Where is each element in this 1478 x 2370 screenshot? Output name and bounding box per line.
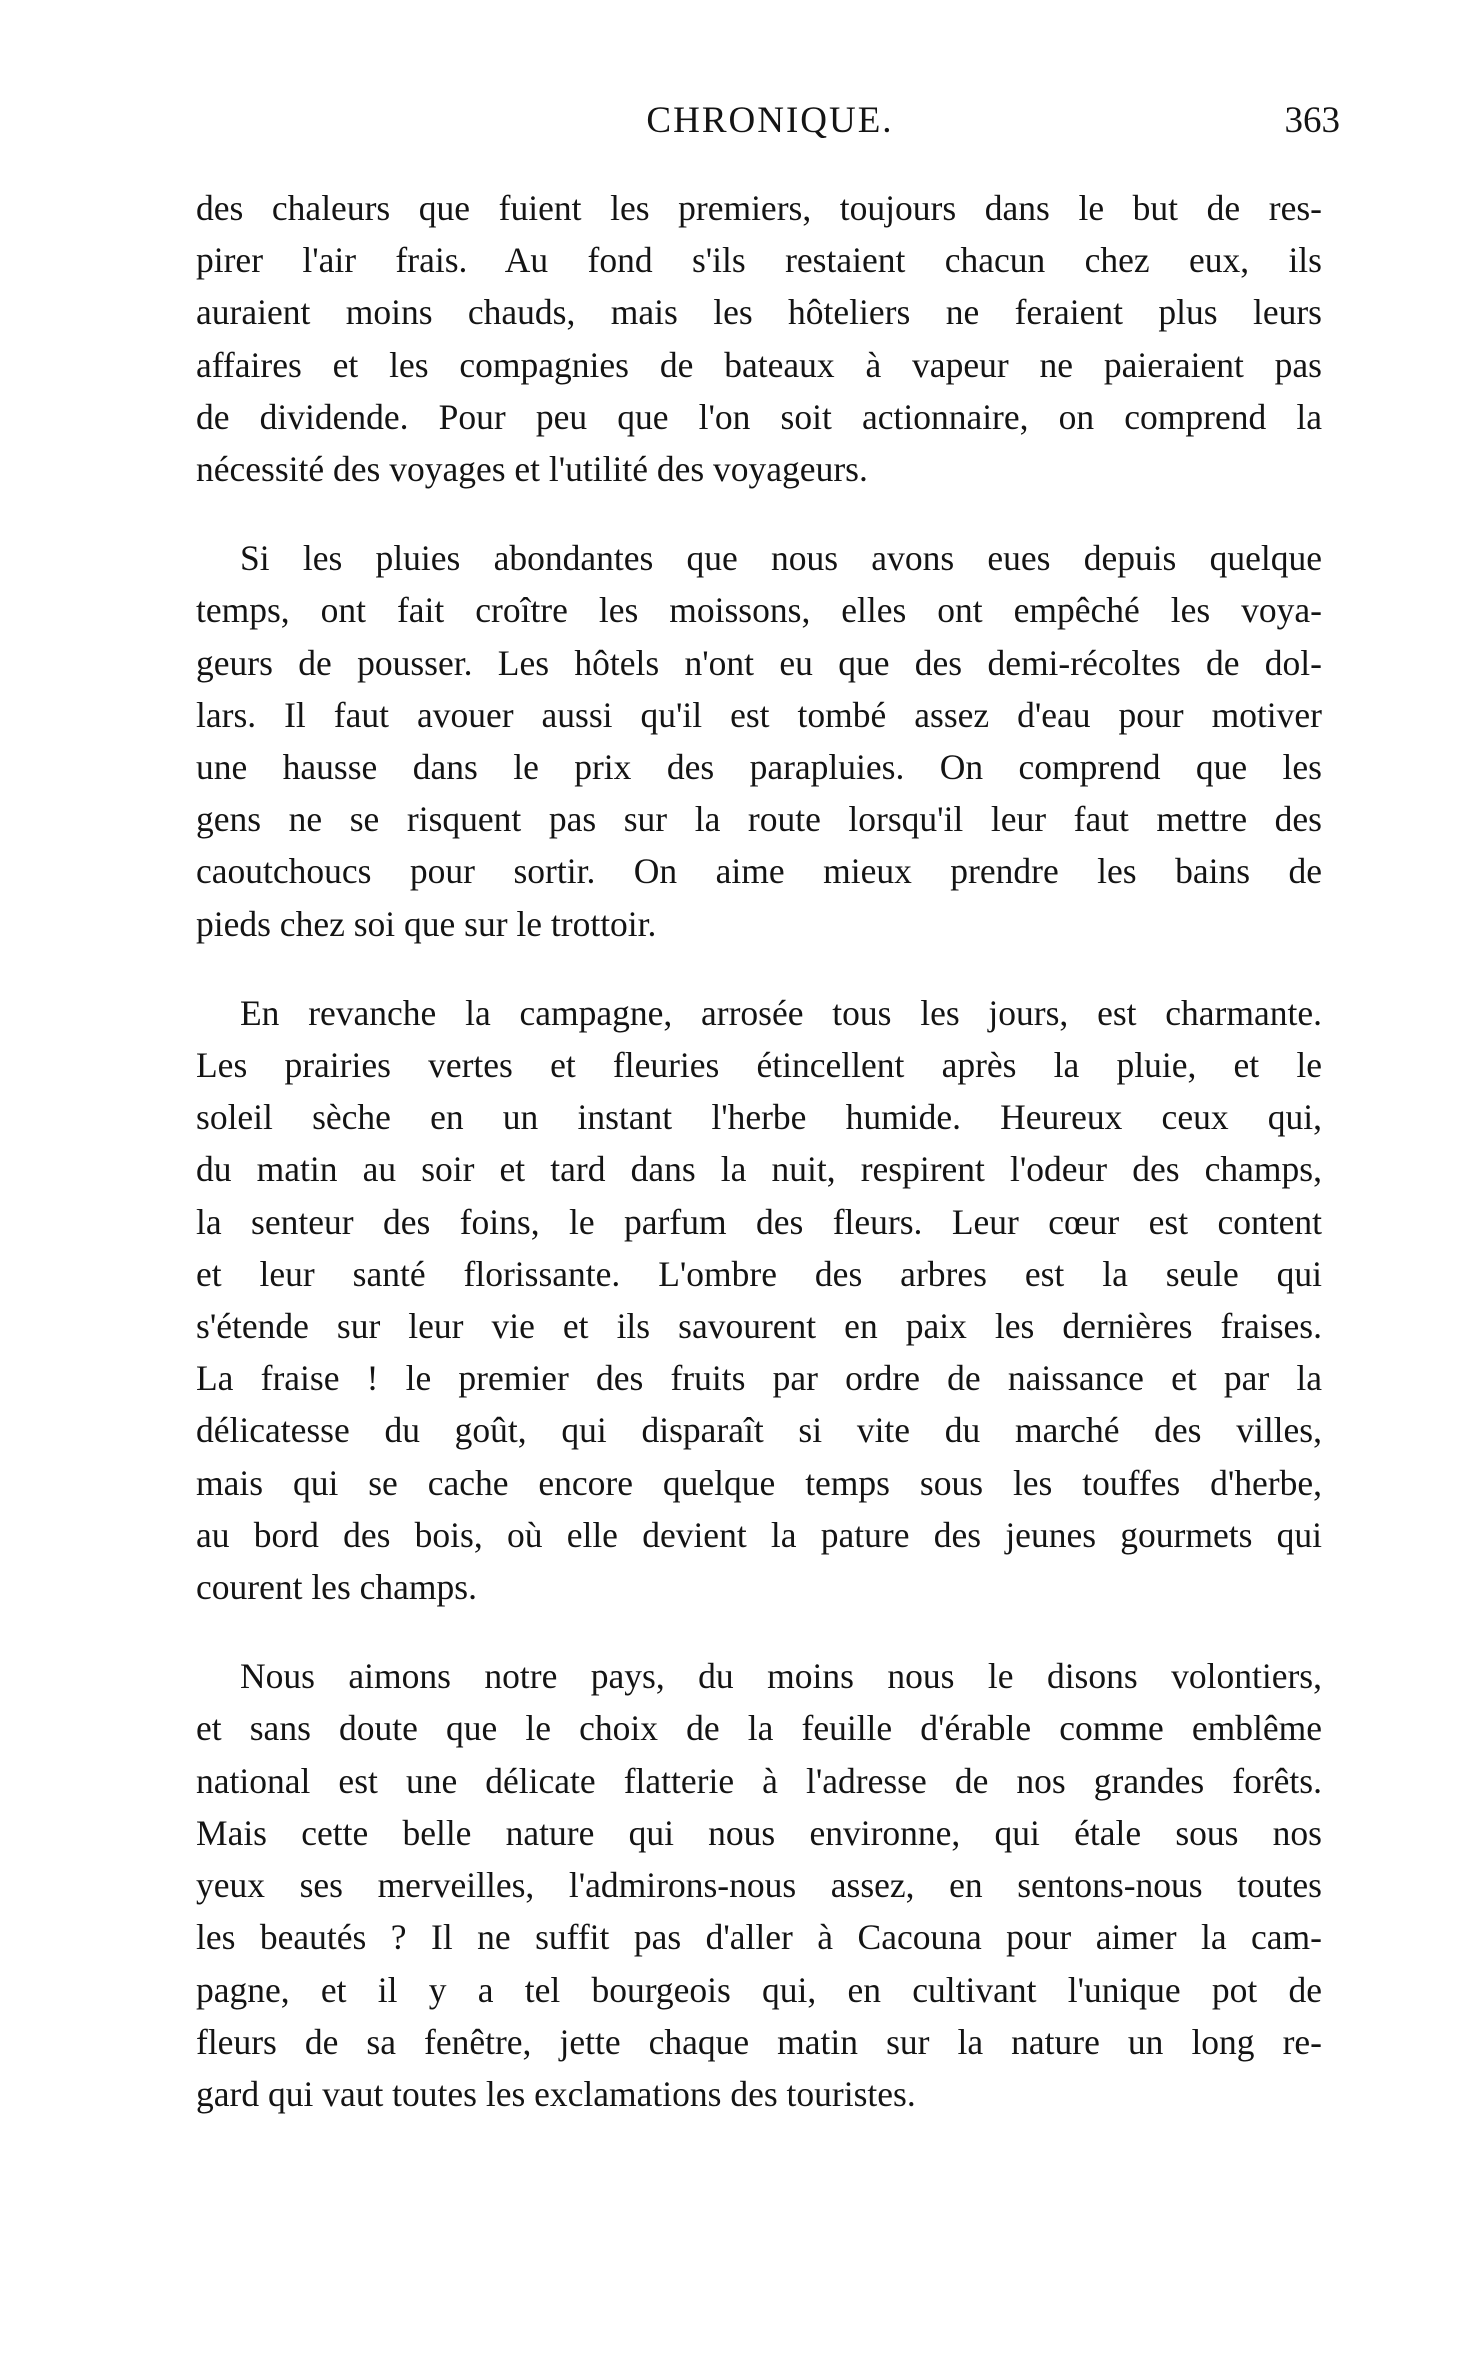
paragraph-4: [196, 1650, 1322, 2120]
text-line: nécessité des voyages et l'utilité des voyageurs.: [196, 449, 868, 490]
text-line: yeux ses merveilles, l'admirons-nous assez, en sentons-nous toutes: [196, 1865, 1322, 1906]
text-line: Les prairies vertes et fleuries étincellent après la pluie, et le: [196, 1045, 1322, 1086]
text-line: du matin au soir et tard dans la nuit, respirent l'odeur des champs,: [196, 1149, 1322, 1190]
text-line: et leur santé florissante. L'ombre des arbres est la seule qui: [196, 1253, 1322, 1294]
text-line: Si les pluies abondantes que nous avons eues depuis quelque: [240, 538, 1322, 579]
text-line: les beautés ? Il ne suffit pas d'aller à Cacouna pour aimer la cam-: [196, 1917, 1322, 1958]
text-line: et sans doute que le choix de la feuille d'érable comme emblême: [196, 1708, 1322, 1749]
paragraph-3: [196, 987, 1322, 1613]
text-line: auraient moins chauds, mais les hôteliers ne feraient plus leurs: [196, 292, 1322, 333]
paragraph-1: [196, 182, 1322, 495]
text-line: de dividende. Pour peu que l'on soit actionnaire, on comprend la: [196, 396, 1322, 437]
text-line: national est une délicate flatterie à l'adresse de nos grandes forêts.: [196, 1760, 1322, 1801]
text-line: s'étende sur leur vie et ils savourent en paix les dernières fraises.: [196, 1306, 1322, 1347]
text-line: geurs de pousser. Les hôtels n'ont eu que des demi-récoltes de dol-: [196, 642, 1322, 683]
text-line: pagne, et il y a tel bourgeois qui, en cultivant l'unique pot de: [196, 1969, 1322, 2010]
text-line: Nous aimons notre pays, du moins nous le disons volontiers,: [240, 1656, 1322, 1697]
text-line: une hausse dans le prix des parapluies. On comprend que les: [196, 747, 1322, 788]
text-line: au bord des bois, où elle devient la pature des jeunes gourmets qui: [196, 1514, 1322, 1555]
text-line: Mais cette belle nature qui nous environne, qui étale sous nos: [196, 1812, 1322, 1853]
body-text: [196, 182, 1322, 2157]
text-line: pirer l'air frais. Au fond s'ils restaient chacun chez eux, ils: [196, 240, 1322, 281]
text-line: caoutchoucs pour sortir. On aime mieux prendre les bains de: [196, 851, 1322, 892]
text-line: lars. Il faut avouer aussi qu'il est tombé assez d'eau pour motiver: [196, 694, 1322, 735]
text-line: fleurs de sa fenêtre, jette chaque matin sur la nature un long re-: [196, 2021, 1322, 2062]
text-line: courent les champs.: [196, 1567, 477, 1608]
text-line: délicatesse du goût, qui disparaît si vite du marché des villes,: [196, 1410, 1322, 1451]
running-head: [200, 96, 1340, 146]
page-number: 363: [1284, 100, 1340, 141]
text-line: des chaleurs que fuient les premiers, toujours dans le but de res-: [196, 188, 1322, 228]
text-line: mais qui se cache encore quelque temps sous les touffes d'herbe,: [196, 1462, 1322, 1503]
text-line: gens ne se risquent pas sur la route lorsqu'il leur faut mettre des: [196, 799, 1322, 840]
chapter-title: CHRONIQUE.: [646, 100, 894, 141]
text-line: la senteur des foins, le parfum des fleurs. Leur cœur est content: [196, 1201, 1322, 1242]
text-line: pieds chez soi que sur le trottoir.: [196, 903, 657, 944]
paragraph-2: [196, 532, 1322, 950]
text-line: La fraise ! le premier des fruits par ordre de naissance et par la: [196, 1358, 1322, 1399]
text-line: soleil sèche en un instant l'herbe humide. Heureux ceux qui,: [196, 1097, 1322, 1138]
text-line: temps, ont fait croître les moissons, elles ont empêché les voya-: [196, 590, 1322, 631]
text-line: En revanche la campagne, arrosée tous les jours, est charmante.: [240, 992, 1322, 1033]
text-line: gard qui vaut toutes les exclamations des touristes.: [196, 2073, 916, 2114]
text-line: affaires et les compagnies de bateaux à vapeur ne paieraient pas: [196, 344, 1322, 385]
